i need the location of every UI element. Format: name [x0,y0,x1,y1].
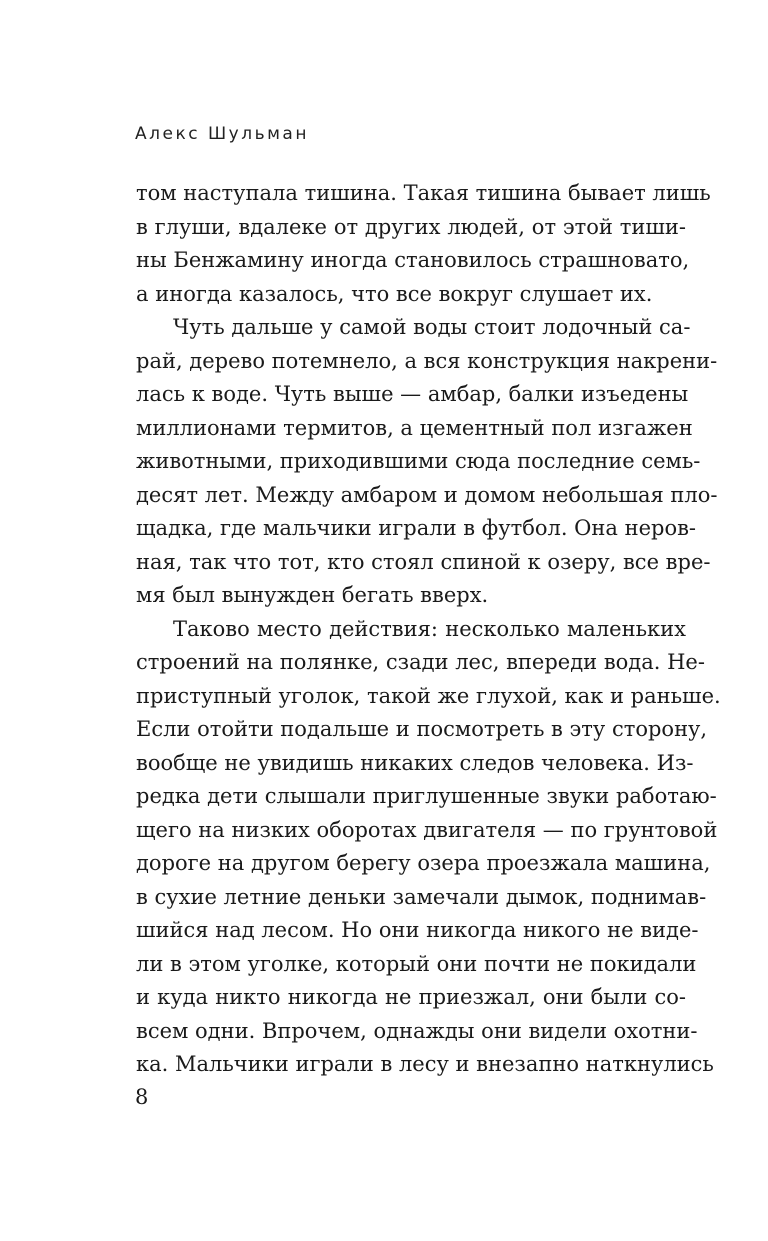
text-line: ны Бенжамину иногда становилось страшновато, [136,248,690,272]
text-line: дороге на другом берегу озера проезжала машина, [136,851,711,875]
text-line: а иногда казалось, что все вокруг слушает их. [136,281,653,306]
text-line: десят лет. Между амбаром и домом небольшая пло- [136,482,718,507]
text-line: всем одни. Впрочем, однажды они видели охотни- [136,1018,698,1043]
running-head-author: Алекс Шульман [135,124,309,144]
text-line: в глуши, вдалеке от других людей, от этой тиши- [136,214,686,239]
text-line: шийся над лесом. Но они никогда никого не виде- [136,918,699,942]
text-line: животными, приходившими сюда последние семь- [136,449,701,473]
text-line: мя был вынужден бегать вверх. [136,583,489,607]
text-line: в сухие летние деньки замечали дымок, поднимав- [136,884,707,909]
text-line: ли в этом уголке, который они почти не покидали [136,951,697,976]
text-line: рай, дерево потемнело, а вся конструкция накрени- [136,348,718,373]
body-text [136,177,721,1082]
text-line: вообще не увидишь никаких следов человека. Из- [136,750,694,775]
text-line: редка дети слышали приглушенные звуки работаю- [136,784,717,808]
text-line: Чуть дальше у самой воды стоит лодочный са- [173,315,691,339]
text-line: и куда никто никогда не приезжал, они были со- [136,985,686,1009]
text-line: ная, так что тот, кто стоял спиной к озеру, все вре- [136,549,711,574]
text-line: Таково место действия: несколько маленьких [173,616,686,641]
text-line: лась к воде. Чуть выше — амбар, балки изъедены [136,382,689,406]
text-line: том наступала тишина. Такая тишина бывает лишь [136,181,711,205]
text-line: ка. Мальчики играли в лесу и внезапно наткнулись [136,1052,714,1076]
text-line: щего на низких оборотах двигателя — по грунтовой [136,817,718,842]
text-line: Если отойти подальше и посмотреть в эту сторону, [136,717,708,741]
page-number: 8 [135,1085,149,1109]
text-line: щадка, где мальчики играли в футбол. Она неров- [136,516,697,540]
text-line: миллионами термитов, а цементный пол изгажен [136,415,693,440]
text-line: приступный уголок, такой же глухой, как и раньше. [136,683,721,708]
text-line: строений на полянке, сзади лес, впереди вода. Не- [136,650,705,674]
